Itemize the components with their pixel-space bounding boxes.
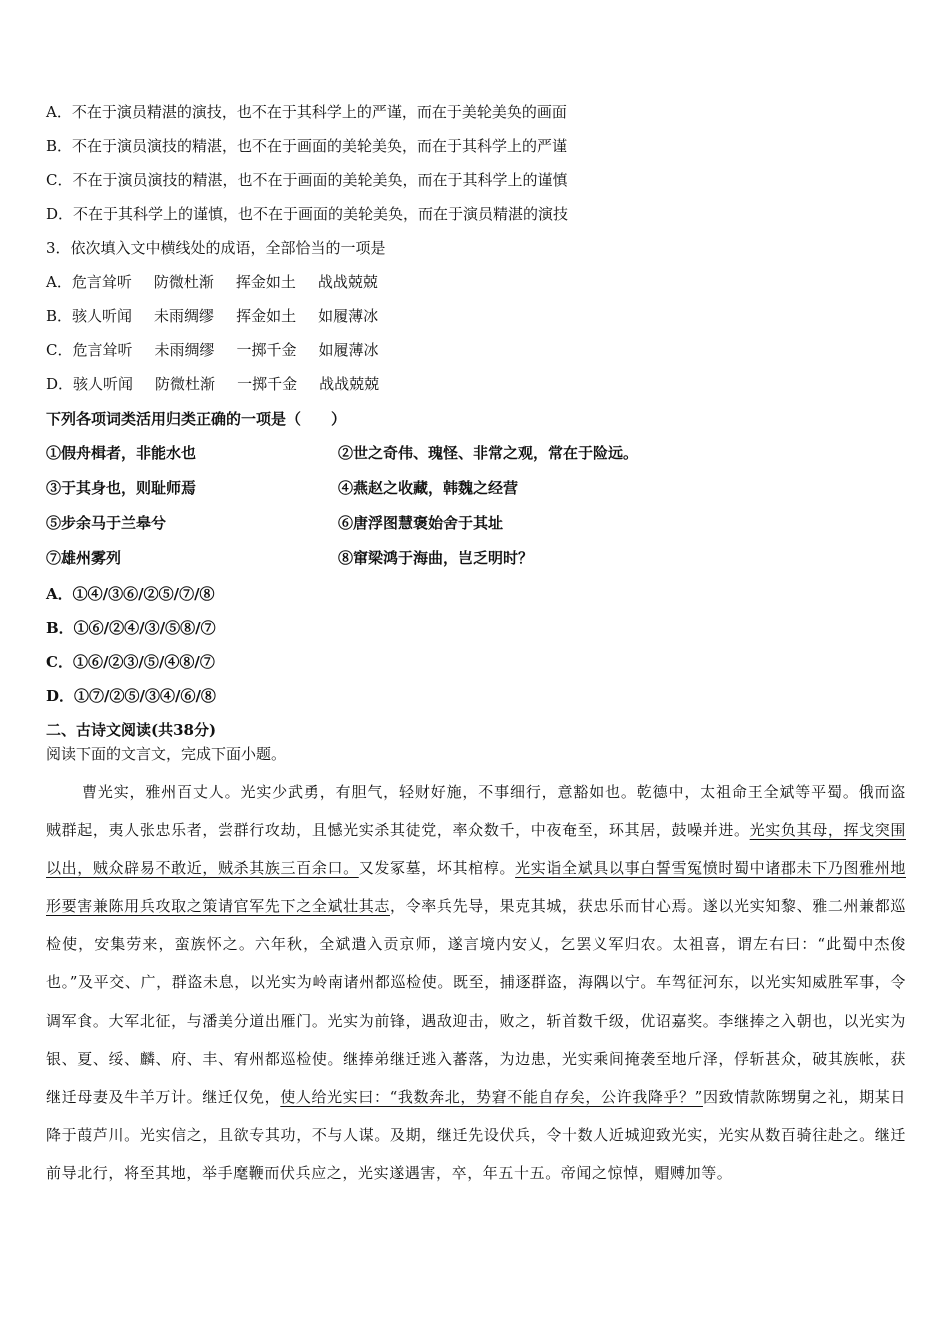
q4-item: ⑧窜梁鸿于海曲，岂乏明时？ (338, 549, 534, 567)
option-label: B． (46, 307, 73, 325)
q4-option-b: B．①⑥/②④/③/⑤⑧/⑦ (46, 619, 216, 637)
q4-item: ③于其身也，则耻师焉 (46, 479, 197, 497)
q3-option-a (46, 272, 378, 292)
q4-item: ②世之奇伟、瑰怪、非常之观，常在于险远。 (338, 444, 639, 462)
idiom: 如履薄冰 (318, 341, 379, 359)
q4-item: ⑤步余马于兰皋兮 (46, 514, 167, 532)
underlined-unpunctuated-sentence: 光实诣全斌具以事白誓雪冤愤时蜀中诸郡未下乃图雅州地形要害兼陈用兵攻取之策请官军先下之全斌壮其志 (46, 859, 906, 916)
q3-option-b (46, 306, 378, 326)
prev-option-d: D．不在于其科学上的谨慎，也不在于画面的美轮美奂，而在于演员精湛的演技 (46, 205, 569, 223)
idiom: 一掷千金 (236, 341, 297, 359)
idiom: 战战兢兢 (319, 375, 380, 393)
q3-stem: 3．依次填入文中横线处的成语，全部恰当的一项是 (46, 239, 386, 257)
q4-option-a: A．①④/③⑥/②⑤/⑦/⑧ (46, 585, 215, 603)
idiom: 如履薄冰 (318, 307, 379, 325)
idiom: 骇人听闻 (72, 307, 133, 325)
underlined-sentence: 使人给光实曰：“我数奔北，势窘不能自存矣，公许我降乎？” (280, 1087, 703, 1106)
idiom: 未雨绸缪 (154, 307, 215, 325)
underlined-sentence: 光实负其母，挥戈突围以出，贼众辟易不敢近，贼杀其族三百余口。 (46, 821, 906, 878)
q4-item: ④燕赵之收藏，韩魏之经营 (338, 479, 519, 497)
q4-stem: 下列各项词类活用归类正确的一项是（ ） (46, 410, 347, 428)
prev-option-b: B．不在于演员演技的精湛，也不在于画面的美轮美奂，而在于其科学上的严谨 (46, 137, 568, 155)
q4-items-row-3 (46, 513, 906, 533)
passage-text: ，令率兵先导，果克其城，获忠乐而甘心焉。遂以光实知黎、雅二州兼都巡检使，安集劳来，蛮族怀之。六年秋，全斌遣入贡京师，遂言境内安乂，乞罢义军归农。太祖喜，谓左右曰：“此蜀中杰俊也。”及平交、广，群盗未息，以光实为岭南诸州都巡检使。既至，捕逐群盗，海隅以宁。车驾征河东，以光实知威胜军事，令调军食。大军北征，与潘美分道出雁门。光实为前锋，遇敌迎击，败之，斩首数千级，优诏嘉奖。李继捧之入朝也，以光实为银、夏、绥、麟、府、丰、宥州都巡检使。继捧弟继迁逃入蕃落，为边患，光实乘间掩袭至地斤泽，俘斩甚众，破其族帐，获继迁母妻及牛羊万计。继迁仅免， (46, 897, 906, 1106)
q4-item: ①假舟楫者，非能水也 (46, 444, 197, 462)
idiom: 战战兢兢 (317, 273, 378, 291)
prev-option-c: C．不在于演员演技的精湛，也不在于画面的美轮美奂，而在于其科学上的谨慎 (46, 171, 568, 189)
idiom: 防微杜渐 (153, 273, 214, 291)
passage-paragraph (46, 773, 906, 1192)
q3-option-d (46, 374, 379, 394)
section-instruction: 阅读下面的文言文，完成下面小题。 (46, 745, 287, 763)
section-heading: 二、古诗文阅读(共38分) (46, 721, 217, 739)
option-label: C． (46, 341, 73, 359)
q4-items-row-4 (46, 548, 906, 568)
idiom: 危言耸听 (71, 273, 132, 291)
q4-item: ⑦雄州雾列 (46, 549, 122, 567)
passage-text: 又发冢墓，坏其棺椁。 (358, 859, 516, 878)
q4-option-c: C．①⑥/②③/⑤/④⑧/⑦ (46, 653, 215, 671)
idiom: 挥金如土 (236, 307, 297, 325)
q4-items-row-1 (46, 443, 906, 463)
q4-items-row-2 (46, 478, 906, 498)
idiom: 挥金如土 (235, 273, 296, 291)
idiom: 未雨绸缪 (154, 341, 215, 359)
prev-option-a: A．不在于演员精湛的演技，也不在于其科学上的严谨，而在于美轮美奂的画面 (46, 103, 567, 121)
passage-text: 因致情款陈甥舅之礼，期某日降于葭芦川。光实信之，且欲专其功，不与人谋。及期，继迁先设伏兵，令十数人近城迎致光实，光实从数百骑往赴之。继迁前导北行，将至其地，举手麾鞭而伏兵应之，光实遂遇害，卒，年五十五。帝闻之惊悼，赗赙加等。 (46, 1087, 906, 1182)
idiom: 骇人听闻 (73, 375, 134, 393)
option-label: A． (46, 273, 72, 291)
classical-passage (46, 773, 906, 1192)
idiom: 一掷千金 (237, 375, 298, 393)
idiom: 防微杜渐 (155, 375, 216, 393)
passage-text: 曹光实，雅州百丈人。光实少武勇，有胆气，轻财好施，不事细行，意豁如也。乾德中，太祖命王全斌等平蜀。俄而盗贼群起，夷人张忠乐者，尝群行攻劫，且憾光实杀其徒党，率众数千，中夜奄至，环其居，鼓噪并进。 (46, 783, 906, 840)
idiom: 危言耸听 (72, 341, 133, 359)
q4-item: ⑥唐浮图慧褒始舍于其址 (338, 514, 504, 532)
q3-option-c (46, 340, 379, 360)
q4-option-d: D．①⑦/②⑤/③④/⑥/⑧ (46, 687, 216, 705)
option-label: D． (46, 375, 74, 393)
